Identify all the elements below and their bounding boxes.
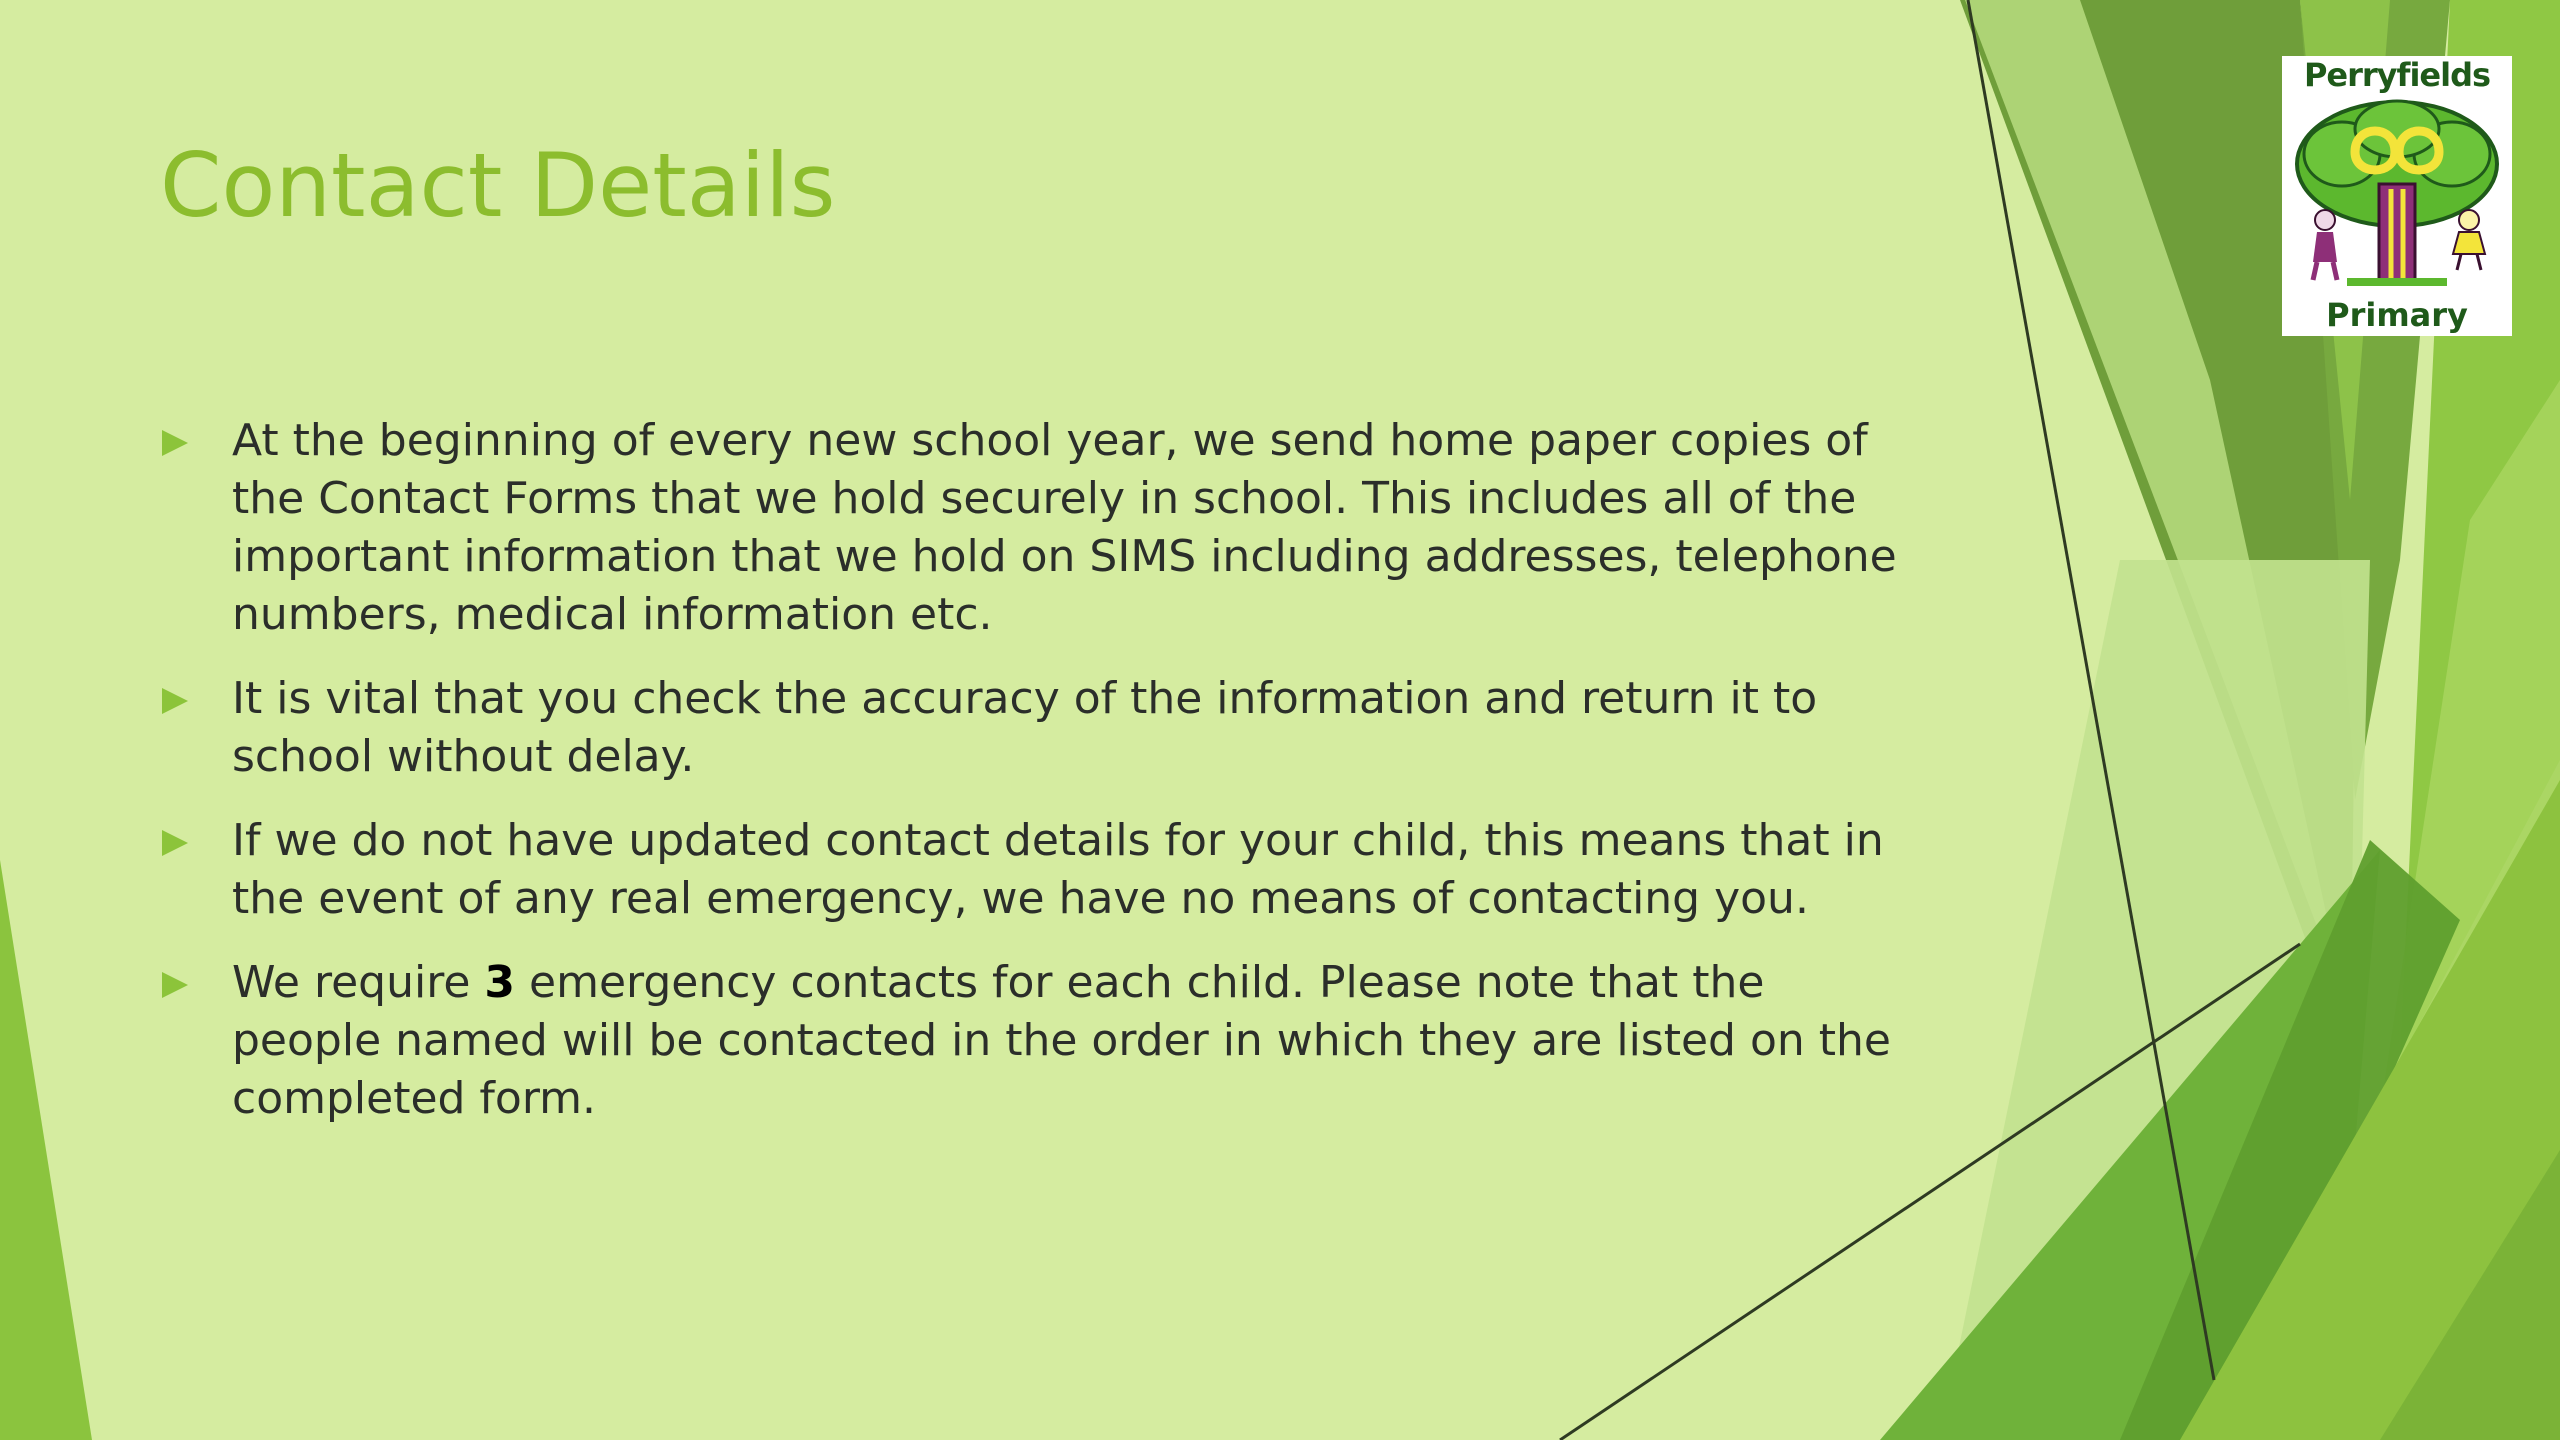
tree-logo-icon [2287, 94, 2507, 296]
logo-top-text: Perryfields [2303, 56, 2491, 94]
left-green-shape [0, 860, 92, 1440]
slide-title: Contact Details [160, 134, 836, 237]
logo-bottom-text: Primary [2326, 296, 2468, 334]
bullet-item [160, 412, 1920, 644]
bullet-text: It is vital that you check the accuracy of the information and return it to school without delay. [232, 673, 1818, 782]
bullet-text-before: We require [232, 957, 485, 1008]
bullet-arrow-icon [162, 688, 188, 714]
bullet-arrow-icon [162, 430, 188, 456]
bullet-item [160, 812, 1920, 928]
bullet-emphasis-number: 3 [484, 957, 516, 1008]
bullet-text-after: emergency contacts for each child. Please note that the people named will be contacted in the order in which they are listed on the completed form. [232, 957, 1891, 1124]
bullet-text: At the beginning of every new school year, we send home paper copies of the Contact Forms that we hold securely in school. This includes all of the important information that we hold on SIMS including addresses, telephone numbers, medical information etc. [232, 415, 1897, 640]
bullet-item [160, 670, 1920, 786]
bullet-arrow-icon [162, 830, 188, 856]
bullet-arrow-icon [162, 972, 188, 998]
bullet-item [160, 954, 1920, 1128]
bullet-text: If we do not have updated contact details for your child, this means that in the event of any real emergency, we have no means of contacting you. [232, 815, 1884, 924]
school-logo [2282, 56, 2512, 336]
bullet-list [160, 412, 1920, 1154]
